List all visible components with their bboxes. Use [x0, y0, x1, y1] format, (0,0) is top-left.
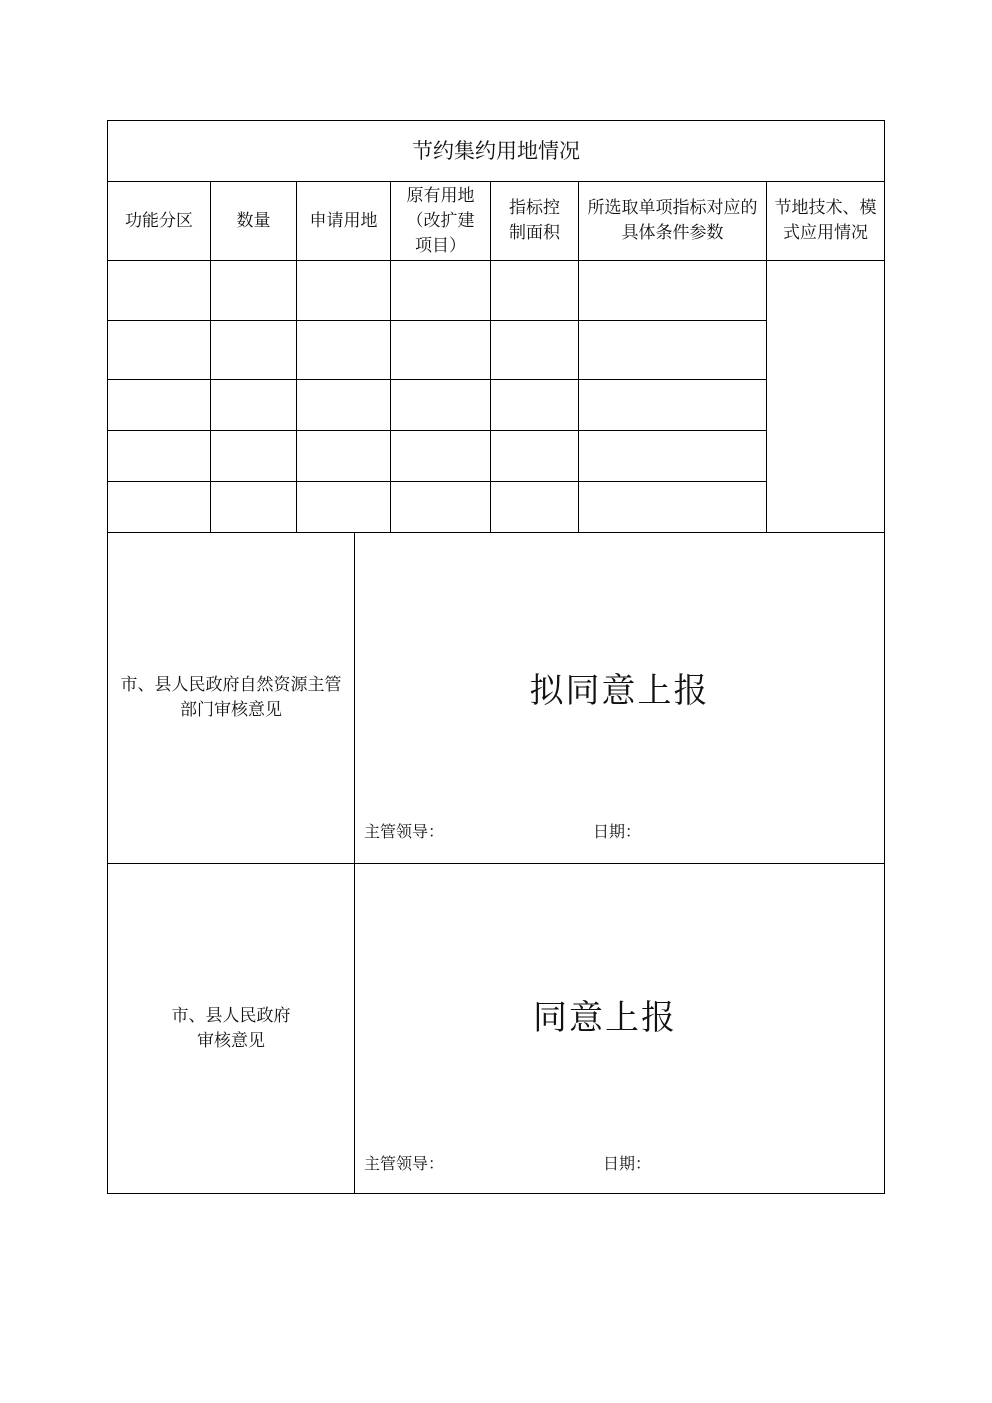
- header-quantity: 数量: [236, 210, 271, 231]
- row-divider: [108, 320, 767, 321]
- header-function-zone: 功能分区: [125, 210, 193, 231]
- review-2-opinion: 同意上报: [533, 997, 677, 1038]
- header-indicator-area: 指标控制面积: [509, 198, 560, 243]
- header-applied-land: 申请用地: [309, 210, 378, 231]
- row-divider: [108, 260, 884, 261]
- review-1-date-label: 日期：: [593, 822, 642, 841]
- land-use-form: [107, 120, 885, 1194]
- row-divider: [108, 379, 767, 380]
- review-2-label: [108, 864, 354, 1194]
- review-1-opinion: 拟同意上报: [529, 670, 710, 711]
- header-condition-params: 所选取单项指标对应的具体条件参数: [587, 198, 758, 243]
- row-divider: [108, 430, 767, 431]
- header-land-saving-tech: 节地技术、模式应用情况: [774, 198, 877, 243]
- header-original-land: 原有用地（改扩建项目）: [406, 185, 475, 256]
- section-title: 节约集约用地情况: [412, 138, 580, 163]
- row-divider: [108, 481, 767, 482]
- review-1-leader-label: 主管领导：: [364, 822, 445, 841]
- review-2-label-line1: 市、县人民政府: [171, 1006, 291, 1026]
- review-2-leader-label: 主管领导：: [364, 1154, 445, 1173]
- review-2-date-label: 日期：: [603, 1154, 652, 1173]
- review-divider: [354, 532, 355, 1194]
- review-1-label: 市、县人民政府自然资源主管部门审核意见: [120, 675, 342, 720]
- review-2-label-line2: 审核意见: [197, 1031, 265, 1051]
